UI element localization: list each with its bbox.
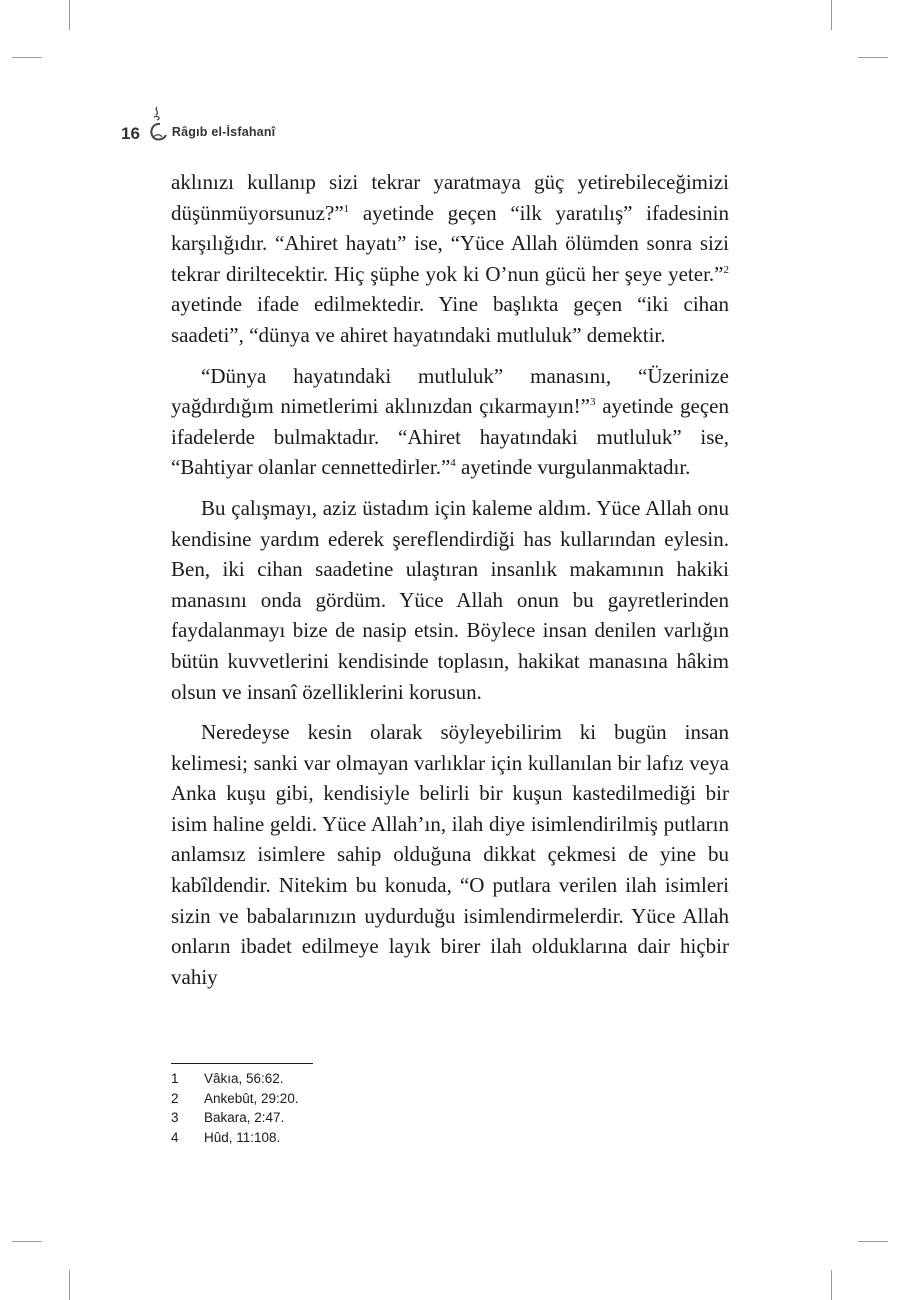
footnotes — [171, 1069, 299, 1147]
text-run: ayetinde geçen ifadelerde bulmaktadır. “Ahiret hayatındaki mutluluk” ise, “Bahtiyar olanlar cennettedirler.” — [171, 394, 730, 480]
footnote — [171, 1069, 299, 1089]
footnote-number: 2 — [171, 1090, 179, 1106]
footnote-ref: 4 — [450, 457, 456, 470]
running-header-author: Râgıb el-İsfahanî — [171, 124, 276, 139]
paragraph — [171, 361, 729, 483]
footnote — [171, 1108, 299, 1128]
footnote-ref: 1 — [343, 202, 350, 215]
crop-mark — [858, 1241, 888, 1242]
footnote-text: Vâkıa, 56:62. — [204, 1071, 284, 1086]
footnote-text: Hûd, 11:108. — [204, 1129, 281, 1145]
paragraph — [171, 167, 729, 351]
calligraphy-ornament-icon — [145, 104, 169, 144]
footnote-separator — [171, 1063, 313, 1064]
crop-mark — [69, 1270, 70, 1300]
footnote-number: 4 — [171, 1129, 179, 1145]
footnote-ref: 2 — [723, 263, 729, 276]
running-header — [121, 104, 275, 144]
footnote-text: Ankebût, 29:20. — [204, 1090, 299, 1106]
footnote-number: 1 — [171, 1071, 179, 1086]
footnote-ref: 3 — [590, 396, 596, 409]
text-run: “Dünya hayatındaki mutluluk” manasını, “Üzerinize yağdırdığım nimetlerimi aklınızdan çıkarmayın!” — [171, 363, 729, 419]
crop-mark — [69, 0, 70, 30]
footnote — [171, 1128, 299, 1148]
crop-mark — [831, 0, 832, 30]
page-number: 16 — [121, 124, 140, 143]
text-run: ayetinde geçen “ilk yaratılış” ifadesinin karşılığıdır. “Ahiret hayatı” ise, “Yüce Allah ölümden sonra sizi tekrar diriltecektir. Hiç şüphe yok ki O’nun gücü her şeye yeter.” — [171, 200, 729, 286]
footnote-text: Bakara, 2:47. — [204, 1110, 285, 1125]
crop-mark — [12, 1241, 42, 1242]
text-run: aklınızı kullanıp sizi tekrar yaratmaya güç yetirebileceğimizi düşünmüyorsunuz?” — [171, 170, 729, 225]
footnote — [171, 1089, 299, 1109]
paragraph: Neredeyse kesin olarak söyleyebilirim ki bugün insan kelimesi; sanki var olmayan varlıklar için kullanılan bir lafız veya Anka kuşu gibi, kendisiyle belirli bir kuşun kastedilmediği bir isim haline geldi. Yüce Allah’ın, ilah diye isimlendirilmiş putların anlamsız isimlere sahip olduğuna dikkat çekmesi de yine bu kabîldendir. Nitekim bu konuda, “O putlara verilen ilah isimleri sizin ve babalarınızın uydurduğu isimlendirmelerdir. Yüce Allah onların ibadet edilmeye layık birer ilah olduklarına dair hiçbir vahiy — [171, 720, 729, 989]
footnote-number: 3 — [171, 1110, 179, 1125]
crop-mark — [858, 57, 888, 58]
text-run: ayetinde vurgulanmaktadır. — [455, 455, 691, 480]
body-text — [171, 167, 729, 992]
paragraph: Bu çalışmayı, aziz üstadım için kaleme aldım. Yüce Allah onu kendisine yardım ederek şereflendirdiği has kullarından eylesin. Ben, iki cihan saadetine ulaştıran insanlık makamının hakiki manasını onda gördüm. Yüce Allah onun bu gayretlerinden faydalanmayı bize de nasip etsin. Böylece insan denilen varlığın bütün kuvvetlerini kendisinde toplasın, hakikat manasına hâkim olsun ve insanî özelliklerini korusun. — [171, 495, 729, 704]
text-run: ayetinde ifade edilmektedir. Yine başlıkta geçen “iki cihan saadeti”, “dünya ve ahiret hayatındaki mutluluk” demektir. — [171, 292, 729, 347]
crop-mark — [12, 57, 42, 58]
crop-mark — [831, 1270, 832, 1300]
